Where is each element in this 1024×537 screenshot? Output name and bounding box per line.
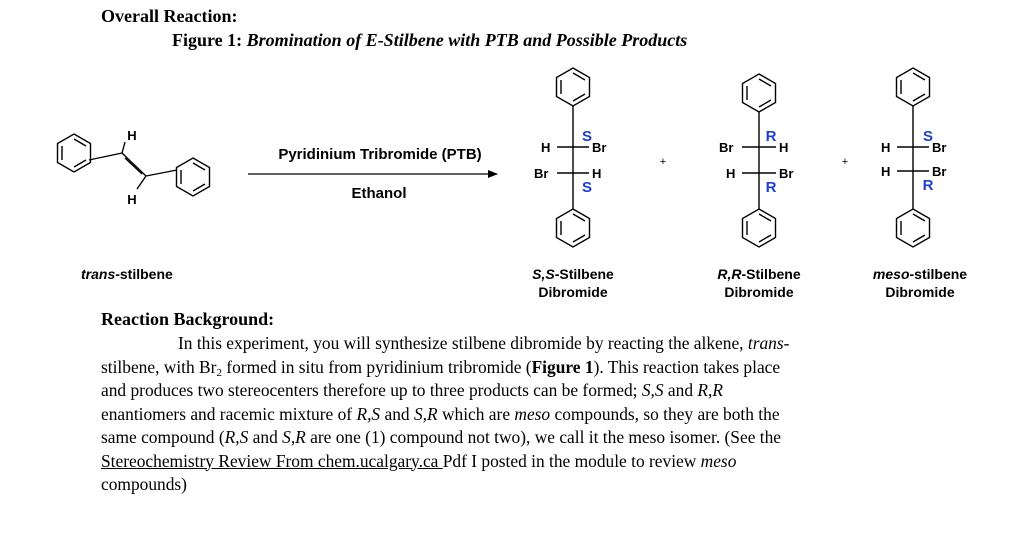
rr-h-right-top: H (779, 140, 789, 155)
paragraph-line-4: enantiomers and racemic mixture of R,S and S,R which are meso compounds, so they are both the (101, 403, 780, 424)
product-meso-name: meso-stilbene (872, 266, 968, 282)
paragraph-line-5: same compound (R,S and S,R are one (1) compound not two), we call it the meso isomer. (See the (101, 427, 782, 447)
benzene-ring-rr-top (743, 74, 776, 112)
benzene-ring-rr-bottom (743, 209, 776, 247)
ss-br-left-bottom: Br (534, 166, 549, 181)
figure-title: Bromination of E-Stilbene with PTB and Possible Products (246, 30, 688, 50)
reaction-background-heading: Reaction Background: (101, 309, 275, 329)
paragraph-line-7: compounds) (101, 474, 187, 494)
rr-bottom-descriptor: R (765, 179, 777, 196)
product-rr-structure (719, 74, 793, 247)
paragraph-line-1: In this experiment, you will synthesize stilbene dibromide by reacting the alkene, trans- (178, 333, 790, 353)
benzene-ring-left (58, 134, 91, 172)
overall-reaction-heading: Overall Reaction: (101, 6, 238, 26)
paragraph-line-2: stilbene, with $Br_2$ formed in situ from pyridinium tribromide (Figure 1). This reaction takes place (101, 356, 781, 379)
stilbene-h-top: H (127, 128, 137, 143)
paragraph-line-3: and produces two stereocenters therefore up to three products can be formed; S,S and R,R (101, 380, 723, 400)
benzene-ring-meso-top (897, 68, 930, 106)
plus-sign-1: + (659, 156, 667, 168)
plus-sign-2: + (841, 156, 849, 168)
ss-br-right-top: Br (592, 140, 607, 155)
figure-label: Figure 1: (172, 30, 243, 50)
rr-br-left-top: Br (719, 140, 734, 155)
meso-br-right-bottom: Br (932, 164, 947, 179)
product-meso-name-line2: Dibromide (885, 284, 955, 300)
benzene-ring-ss-top (557, 68, 590, 106)
trans-stilbene-structure (58, 128, 210, 207)
meso-bottom-descriptor: R (922, 177, 934, 194)
solvent-label: Ethanol (351, 185, 407, 202)
ss-h-right-bottom: H (592, 166, 602, 181)
product-rr-name: R,R-Stilbene (717, 266, 801, 282)
product-ss-structure (534, 68, 606, 247)
meso-h-left-top: H (881, 140, 891, 155)
reaction-background-paragraph (101, 332, 901, 497)
benzene-ring-meso-bottom (897, 209, 930, 247)
benzene-ring-right (177, 158, 210, 196)
benzene-ring-ss-bottom (557, 209, 590, 247)
meso-br-right-top: Br (932, 140, 947, 155)
product-meso-structure (881, 68, 946, 247)
meso-top-descriptor: S (922, 128, 934, 145)
rr-br-right-bottom: Br (779, 166, 794, 181)
meso-h-left-bottom: H (881, 164, 891, 179)
rr-h-left-bottom: H (726, 166, 736, 181)
stilbene-h-bottom: H (127, 192, 137, 207)
ss-bottom-descriptor: S (581, 179, 593, 196)
stereochemistry-review-link[interactable]: Stereochemistry Review From chem.ucalgary.ca (101, 450, 443, 471)
product-rr-name-line2: Dibromide (724, 284, 794, 300)
reactant-name: trans-stilbene (81, 266, 173, 282)
rr-top-descriptor: R (765, 128, 777, 145)
reagent-label: Pyridinium Tribromide (PTB) (278, 146, 482, 163)
ss-top-descriptor: S (581, 128, 593, 145)
product-ss-name: S,S-Stilbene (532, 266, 614, 282)
ss-h-left-top: H (541, 140, 551, 155)
paragraph-line-6: Stereochemistry Review From chem.ucalgary.ca Pdf I posted in the module to review meso (101, 450, 737, 471)
product-ss-name-line2: Dibromide (538, 284, 608, 300)
